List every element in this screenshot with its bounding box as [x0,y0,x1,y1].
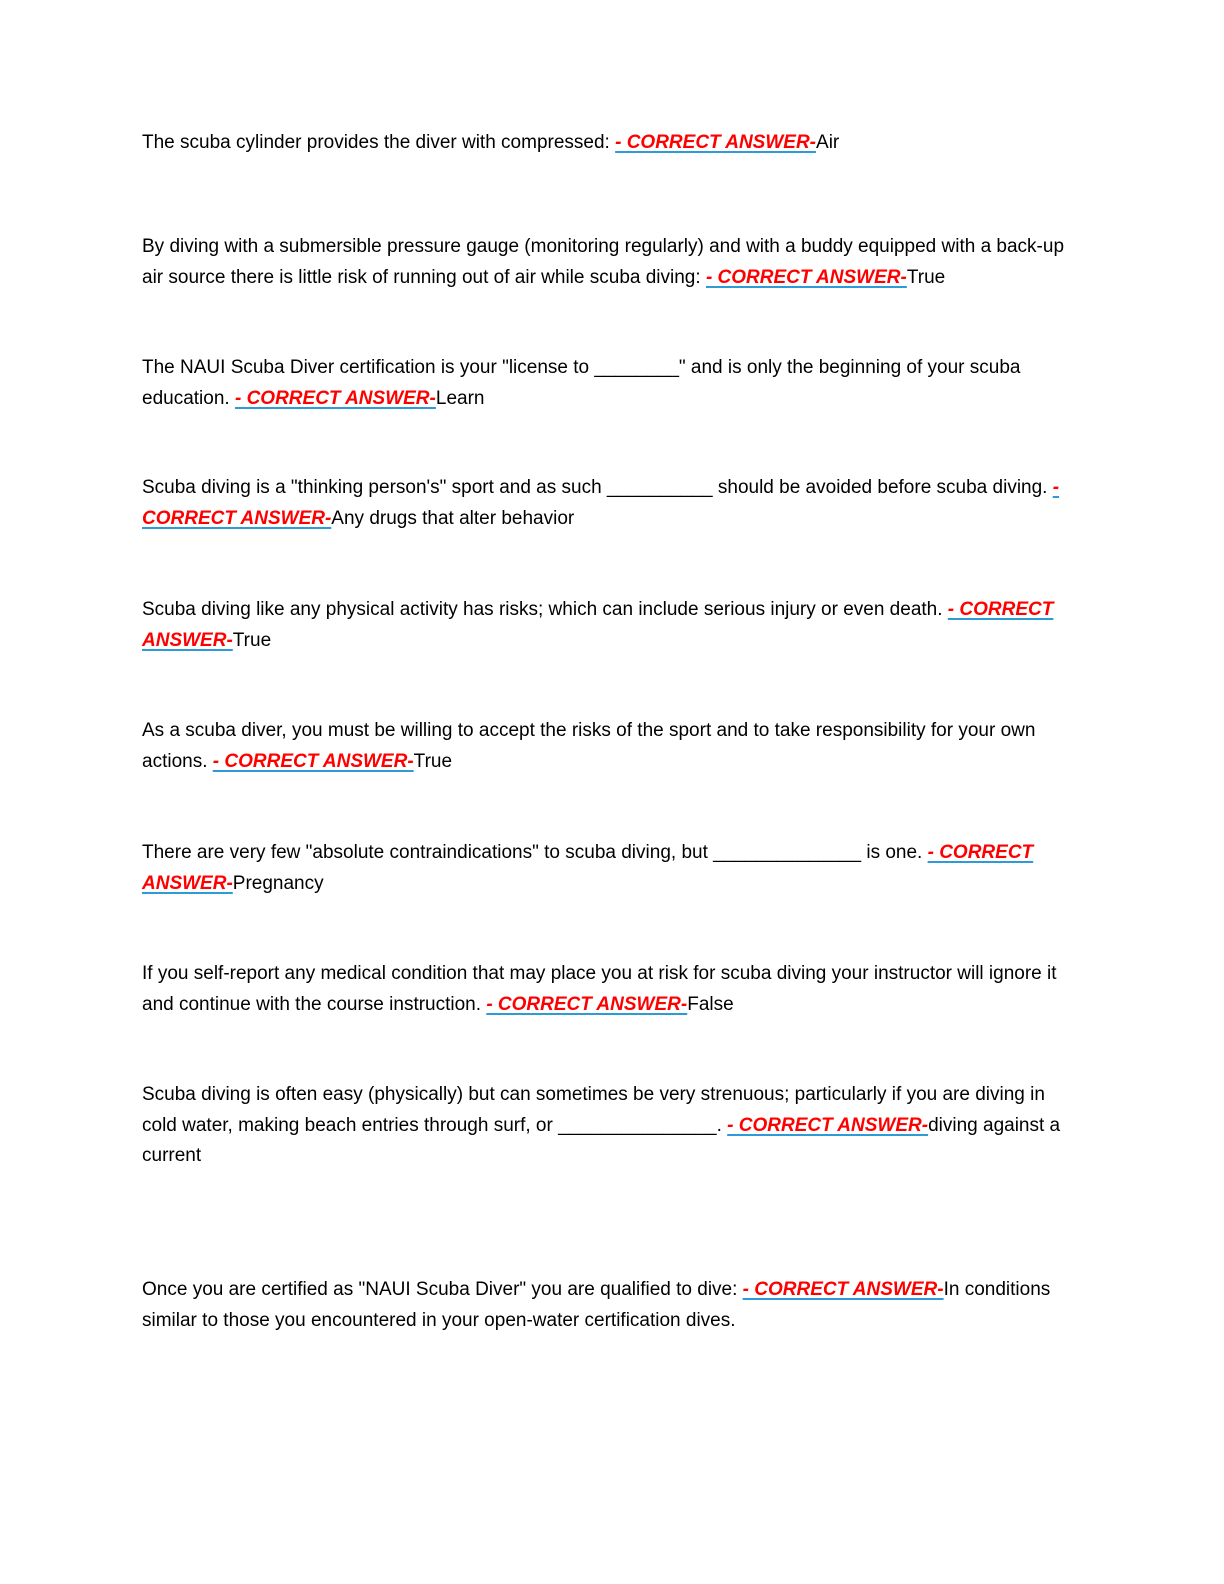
answer-text: True [232,629,272,651]
correct-answer-tag: - CORRECT ANSWER- [142,599,1054,651]
qa-item-2 [142,232,1082,293]
question-text: Scuba diving is often easy (physically) but can sometimes be very strenuous; particularly if you are diving in cold water, making beach entries through surf, or _______________. [142,1084,1045,1136]
question-text: As a scuba diver, you must be willing to accept the risks of the sport and to take responsibility for your own actions. [142,720,1036,772]
answer-text: Learn [435,387,485,409]
qa-item-3 [142,353,1082,414]
question-text: The scuba cylinder provides the diver with compressed: [142,132,616,153]
correct-answer-tag: - CORRECT ANSWER- [615,132,817,153]
correct-answer-tag: - CORRECT ANSWER- [727,1114,929,1136]
answer-text: Pregnancy [232,872,324,894]
qa-item-4 [142,473,1082,534]
correct-answer-tag: - CORRECT ANSWER- [486,993,688,1015]
question-text: Once you are certified as "NAUI Scuba Diver" you are qualified to dive: [142,1279,743,1300]
qa-item-7 [142,838,1082,899]
question-text: The NAUI Scuba Diver certification is your "license to ________" and is only the beginning of your scuba education. [142,357,1021,409]
correct-answer-tag: - CORRECT ANSWER- [142,477,1060,529]
qa-item-8 [142,959,1082,1020]
qa-item-9 [142,1080,1082,1172]
qa-item-10 [142,1275,1082,1336]
answer-text: True [906,266,946,288]
correct-answer-tag: - CORRECT ANSWER- [705,266,907,288]
qa-item-6 [142,716,1082,777]
question-text: Scuba diving like any physical activity has risks; which can include serious injury or even death. [142,599,948,620]
correct-answer-tag: - CORRECT ANSWER- [212,750,414,772]
question-text: Scuba diving is a "thinking person's" sport and as such __________ should be avoided before scuba diving. [142,477,1053,498]
answer-text: Any drugs that alter behavior [331,507,575,529]
question-text: If you self-report any medical condition that may place you at risk for scuba diving your instructor will ignore it and continue with the course instruction. [142,963,1057,1015]
answer-text: True [413,750,453,772]
answer-text: False [687,993,734,1015]
correct-answer-tag: - CORRECT ANSWER- [742,1279,944,1300]
question-text: There are very few "absolute contraindications" to scuba diving, but ______________ is one. [142,842,928,863]
correct-answer-tag: - CORRECT ANSWER- [142,842,1034,894]
answer-text: diving against a current [142,1114,1061,1166]
answer-text: In conditions similar to those you encountered in your open-water certification dives. [142,1279,1051,1331]
qa-item-5 [142,595,1082,656]
correct-answer-tag: - CORRECT ANSWER- [234,387,436,409]
answer-text: Air [816,132,840,153]
qa-item-1 [142,128,1082,159]
question-text: By diving with a submersible pressure gauge (monitoring regularly) and with a buddy equipped with a back-up air source there is little risk of running out of air while scuba diving: [142,236,1065,288]
